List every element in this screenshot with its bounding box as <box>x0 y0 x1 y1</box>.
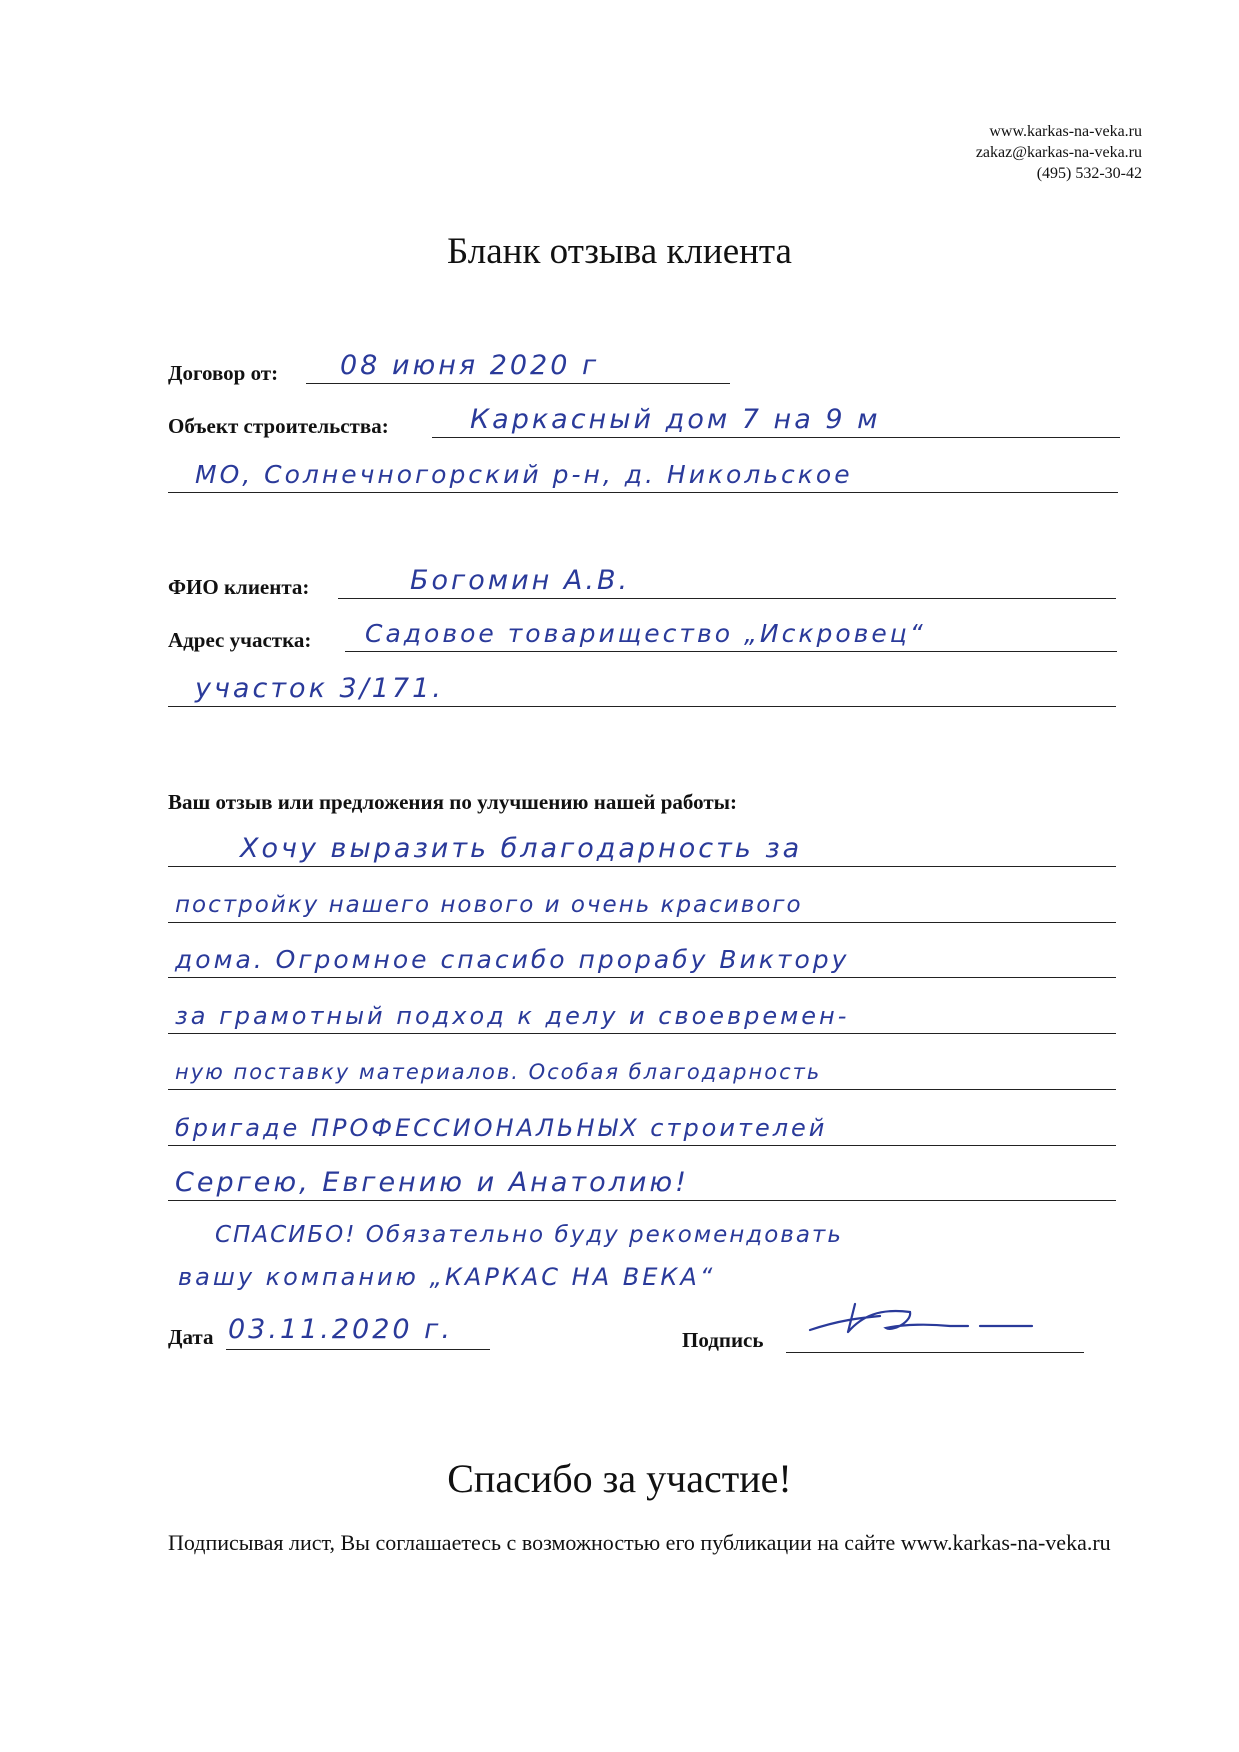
address-line-1 <box>345 651 1117 652</box>
feedback-text-line: постройку нашего нового и очень красивого <box>175 892 803 918</box>
feedback-text-line: СПАСИБО! Обязательно буду рекомендовать <box>215 1222 843 1248</box>
feedback-line <box>168 1145 1116 1146</box>
feedback-text-line: Сергею, Евгению и Анатолию! <box>175 1167 689 1198</box>
client-value: Богомин А.В. <box>410 565 631 596</box>
client-line <box>338 598 1116 599</box>
feedback-text-line: вашу компанию „КАРКАС НА ВЕКА“ <box>178 1263 716 1291</box>
date-label: Дата <box>168 1325 214 1349</box>
publication-note: Подписывая лист, Вы соглашаетесь с возможностью его публикации на сайте www.karkas-na-veka.ru <box>168 1530 1111 1555</box>
signature-label: Подпись <box>682 1328 764 1352</box>
handwritten-signature <box>800 1290 1040 1350</box>
feedback-line <box>168 1089 1116 1090</box>
client-label: ФИО клиента: <box>168 575 310 599</box>
thanks-heading: Спасибо за участие! <box>447 1456 792 1501</box>
date-value: 03.11.2020 г. <box>228 1314 453 1345</box>
contact-block <box>976 121 1142 184</box>
date-line <box>226 1349 490 1350</box>
contract-line <box>306 383 730 384</box>
signature-line <box>786 1352 1084 1353</box>
feedback-text-line: бригаде ПРОФЕССИОНАЛЬНЫХ строителей <box>175 1114 828 1142</box>
form-title: Бланк отзыва клиента <box>447 231 792 272</box>
contract-value: 08 июня 2020 г <box>340 350 600 381</box>
website-link[interactable]: www.karkas-na-veka.ru <box>989 123 1142 140</box>
object-line-2 <box>168 492 1118 493</box>
feedback-line <box>168 1033 1116 1034</box>
phone-number: (495) 532-30-42 <box>1036 165 1142 182</box>
feedback-label: Ваш отзыв или предложения по улучшению нашей работы: <box>168 790 738 814</box>
feedback-line <box>168 866 1116 867</box>
object-line-1 <box>432 437 1120 438</box>
email-link[interactable]: zakaz@karkas-na-veka.ru <box>975 144 1142 161</box>
address-label: Адрес участка: <box>168 628 312 652</box>
feedback-line <box>168 922 1116 923</box>
feedback-text-line: за грамотный подход к делу и своевремен- <box>175 1002 850 1030</box>
feedback-text-line: дома. Огромное спасибо прорабу Виктору <box>175 945 850 974</box>
feedback-line <box>168 1200 1116 1201</box>
feedback-line <box>168 977 1116 978</box>
address-line-2 <box>168 706 1116 707</box>
address-value-2: участок 3/171. <box>195 673 444 704</box>
feedback-text-line: Хочу выразить благодарность за <box>240 833 803 864</box>
object-value-2: МО, Солнечногорский р-н, д. Никольское <box>195 460 853 489</box>
object-value-1: Каркасный дом 7 на 9 м <box>470 404 881 435</box>
object-label: Объект строительства: <box>168 414 389 438</box>
address-value-1: Садовое товарищество „Искровец“ <box>365 619 926 648</box>
contract-label: Договор от: <box>168 361 279 385</box>
feedback-text-line: ную поставку материалов. Особая благодарность <box>175 1060 822 1084</box>
